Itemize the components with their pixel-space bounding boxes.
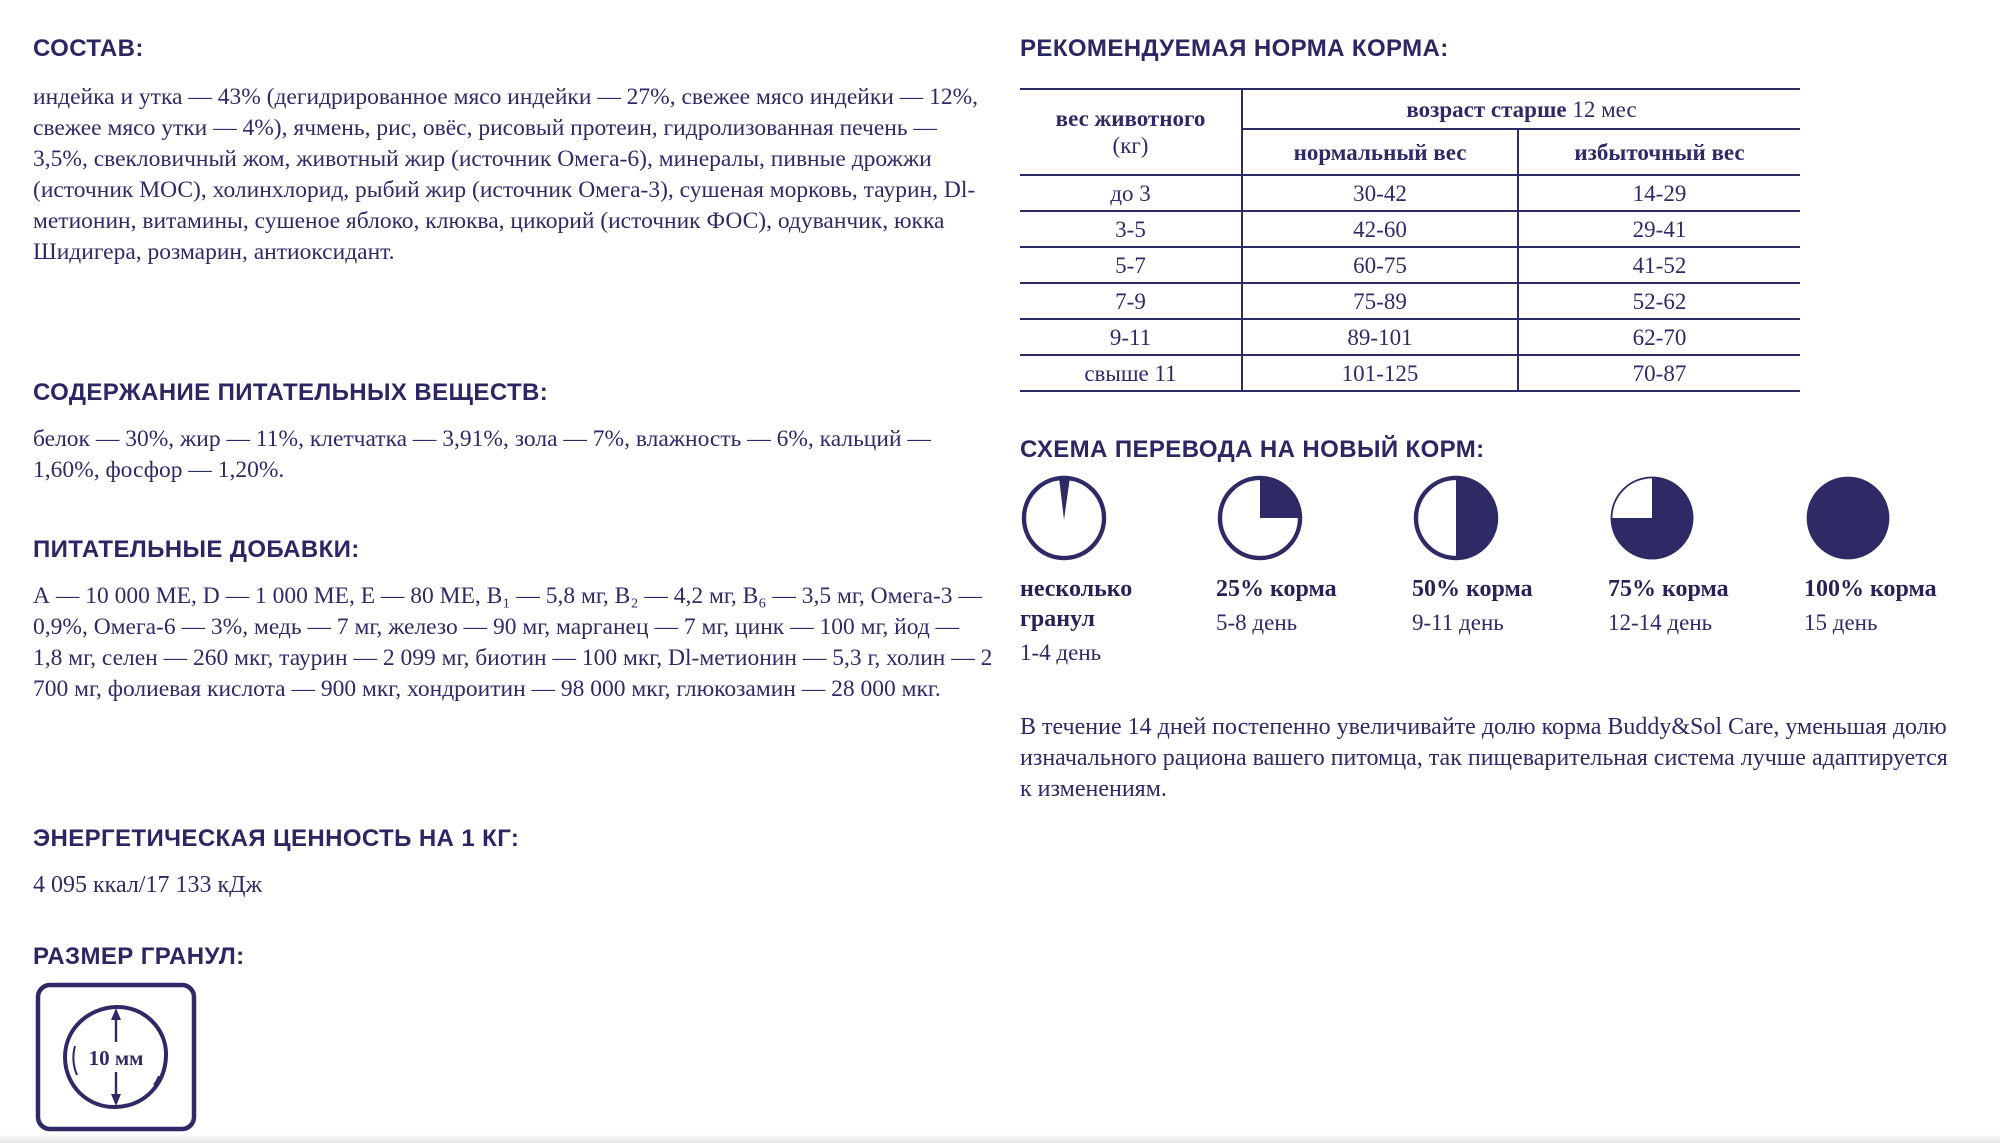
feeding-norm-heading: РЕКОМЕНДУЕМАЯ НОРМА КОРМА: [1020, 35, 1449, 62]
table-row: 9-11 89-101 62-70 [1020, 319, 1800, 355]
table-row: до 3 30-42 14-29 [1020, 175, 1800, 211]
step-days: 15 день [1804, 610, 1878, 635]
table-row: свыше 11 101-125 70-87 [1020, 355, 1800, 391]
transition-scheme-heading: СХЕМА ПЕРЕВОДА НА НОВЫЙ КОРМ: [1020, 436, 1485, 463]
kibble-diameter-icon [35, 982, 197, 1132]
step-days: 12-14 день [1608, 610, 1713, 635]
table-row: 3-5 42-60 29-41 [1020, 211, 1800, 247]
granule-size-label: 10 мм [88, 1046, 144, 1070]
col-header-age: возраст старше 12 мес [1242, 89, 1800, 129]
feeding-table [1020, 88, 1800, 392]
pie-25-percent-icon [1216, 474, 1304, 562]
transition-step-5 [1804, 474, 2000, 667]
step-label: 50% корма [1412, 576, 1533, 602]
transition-step-4 [1608, 474, 1804, 667]
table-row: 5-7 60-75 41-52 [1020, 247, 1800, 283]
pie-50-percent-icon [1412, 474, 1500, 562]
pie-100-percent-icon [1804, 474, 1892, 562]
composition-text: индейка и утка — 43% (дегидрированное мясо индейки — 27%, свежее мясо индейки — 12%, свежее мясо утки — 4%), ячмень, рис, овёс, рисовый протеин, гидролизованная печень — 3,5%, свекловичный жом, животный жир (источник Омега-6), минералы, пивные дрожжи (источник МОС), холинхлорид, рыбий жир (источник Омега-3), сушеная морковь, таурин, Dl-метионин, витамины, сушеное яблоко, клюква, цикорий (источник ФОС), одуванчик, юкка Шидигера, розмарин, антиоксидант. [33, 84, 979, 265]
transition-step-3 [1412, 474, 1608, 667]
step-label: 100% корма [1804, 576, 1937, 602]
col-header-normal-weight: нормальный вес [1242, 129, 1518, 175]
step-label: 75% корма [1608, 576, 1729, 602]
nutrients-heading: СОДЕРЖАНИЕ ПИТАТЕЛЬНЫХ ВЕЩЕСТВ: [33, 379, 549, 406]
transition-step-1 [1020, 474, 1216, 667]
granule-size-diagram [35, 982, 197, 1137]
step-days: 1-4 день [1020, 640, 1102, 665]
feeding-norm-table [1020, 88, 1800, 392]
transition-step-2 [1216, 474, 1412, 667]
table-row: 7-9 75-89 52-62 [1020, 283, 1800, 319]
additives-text: А — 10 000 МЕ, D — 1 000 МЕ, Е — 80 МЕ, В₁ — 5,8 мг, В₂ — 4,2 мг, В₆ — 3,5 мг, Омега-3 — 0,9%, Омега-6 — 3%, медь — 7 мг, железо — 90 мг, марганец — 7 мг, цинк — 100 мг, йод — 1,8 мг, селен — 260 мкг, таурин — 2 099 мг, биотин — 100 мкг, Dl-метионин — 5,3 г, холин — 2 700 мг, фолиевая кислота — 900 мкг, хондроитин — 98 000 мкг, глюкозамин — 28 000 мкг. [33, 583, 993, 702]
step-label: 25% корма [1216, 576, 1337, 602]
step-label: несколько гранул [1020, 576, 1133, 632]
additives-heading: ПИТАТЕЛЬНЫЕ ДОБАВКИ: [33, 536, 360, 563]
pie-75-percent-icon [1608, 474, 1696, 562]
step-days: 9-11 день [1412, 610, 1504, 635]
col-header-over-weight: избыточный вес [1518, 129, 1800, 175]
composition-heading: СОСТАВ: [33, 35, 144, 62]
transition-note-text: В течение 14 дней постепенно увеличивайте долю корма Buddy&Sol Care, уменьшая долю изначального рациона вашего питомца, так пищеварительная система лучше адаптируется к изменениям. [1020, 714, 1948, 802]
col-header-animal-weight: вес животного (кг) [1020, 89, 1242, 175]
energy-value: 4 095 ккал/17 133 кДж [33, 872, 263, 898]
step-days: 5-8 день [1216, 610, 1298, 635]
energy-heading: ЭНЕРГЕТИЧЕСКАЯ ЦЕННОСТЬ НА 1 КГ: [33, 825, 520, 852]
page-bottom-edge [0, 1135, 2000, 1143]
pie-few-granules-icon [1020, 474, 1108, 562]
granule-size-heading: РАЗМЕР ГРАНУЛ: [33, 943, 245, 970]
nutrients-text: белок — 30%, жир — 11%, клетчатка — 3,91%, зола — 7%, влажность — 6%, кальций — 1,60%, фосфор — 1,20%. [33, 426, 931, 483]
transition-steps [1020, 474, 2000, 667]
